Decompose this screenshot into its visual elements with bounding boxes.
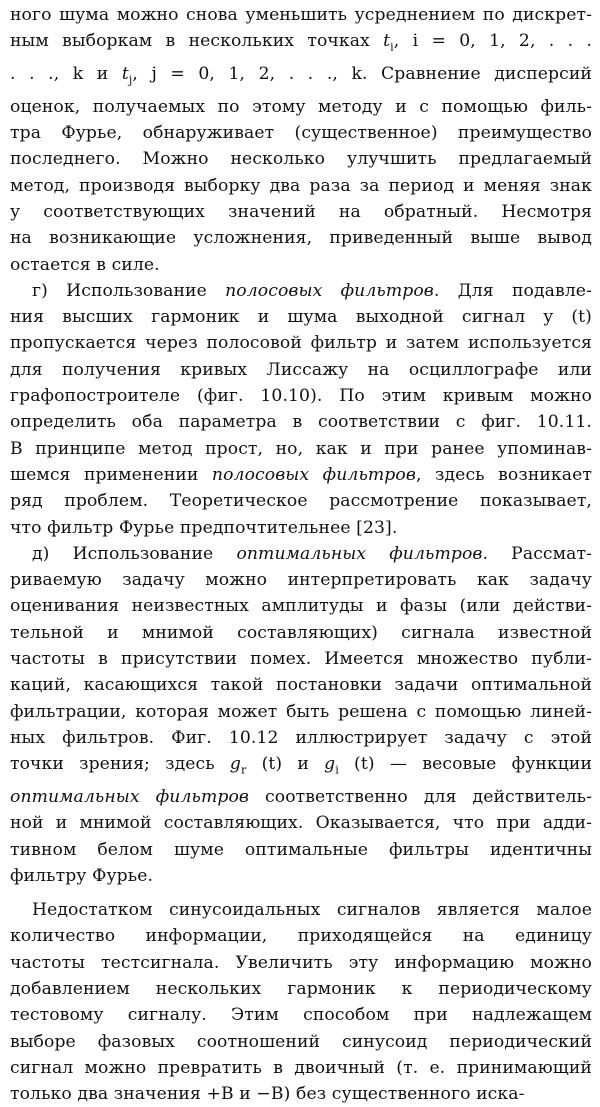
text-line: оценок, получаемых по этому методу и с помощью филь- xyxy=(10,96,592,117)
text-line: тельной и мнимой составляющих) сигнала известной xyxy=(10,622,592,643)
text-line: частоты в присутствии помех. Имеется множество публи- xyxy=(10,649,592,669)
text-line: фильтру Фурье. xyxy=(10,865,154,886)
text-line: ния высших гармоник и шума выходной сигнал y (t) xyxy=(10,307,592,328)
text-line: шемся применении полосовых фильтров, здесь возникает xyxy=(10,464,592,485)
text-line: определить оба параметра в соответствии с фиг. 10.11. xyxy=(10,412,592,433)
text-line: г) Использование полосовых фильтров. Для подавле- xyxy=(32,280,592,301)
text-line: частоты тестсигнала. Увеличить эту информацию можно xyxy=(10,952,592,973)
text-line: графопостроителе (фиг. 10.10). По этим кривым можно xyxy=(10,386,592,407)
text-line: для получения кривых Лиссажу на осциллографе или xyxy=(10,359,592,380)
text-line: . . ., k и $t_j$, j = 0, 1, 2, . . ., k. Сравнение дисперсий xyxy=(10,64,592,87)
text-line: фильтрации, которая может быть решена с помощью линей- xyxy=(10,701,592,722)
paragraph-p4 xyxy=(10,897,592,1107)
text-line: оценивания неизвестных амплитуды и фазы (или действи- xyxy=(10,596,592,617)
text-line: тивном белом шуме оптимальные фильтры идентичны xyxy=(10,839,592,860)
paragraph-p3 xyxy=(10,541,592,889)
text-line: количество информации, приходящейся на единицу xyxy=(10,926,592,947)
text-line: на возникающие усложнения, приведенный выше вывод xyxy=(10,228,592,249)
text-line: тра Фурье, обнаруживает (существенное) преимущество xyxy=(10,123,592,144)
text-line: выборе фазовых соотношений синусоид периодический xyxy=(10,1031,592,1052)
text-line: точки зрения; здесь $g_r$ (t) и $g_i$ (t) — весовые функции xyxy=(10,754,592,777)
text-line: каций, касающихся такой постановки задачи оптимальной xyxy=(10,675,592,696)
text-line: метод, производя выборку два раза за период и меняя знак xyxy=(10,175,592,196)
text-line: Недостатком синусоидальных сигналов является малое xyxy=(32,900,592,921)
text-line: у соответствующих значений на обратный. Несмотря xyxy=(10,201,592,222)
text-line: пропускается через полосовой фильтр и затем используется xyxy=(10,333,592,354)
text-line: оптимальных фильтров соответственно для действитель- xyxy=(10,786,592,807)
text-line: ных фильтров. Фиг. 10.12 иллюстрирует задачу с этой xyxy=(10,727,592,748)
text-line: ной и мнимой составляющих. Оказывается, что при адди- xyxy=(10,813,592,834)
text-line: что фильтр Фурье предпочтительнее [23]. xyxy=(10,517,398,538)
text-line: ным выборкам в нескольких точках $t_i$, i = 0, 1, 2, . . . xyxy=(10,31,592,54)
paragraph-p2 xyxy=(10,278,592,541)
text-line: д) Использование оптимальных фильтров. Рассмат- xyxy=(32,543,592,564)
paragraph-p1 xyxy=(10,2,592,278)
text-line: остается в силе. xyxy=(10,254,160,275)
paragraph-gap xyxy=(10,889,592,897)
text-line: только два значения +B и −B) без существенного иска- xyxy=(10,1084,525,1105)
text-line: В принципе метод прост, но, как и при ранее упоминав- xyxy=(10,438,592,459)
document-body xyxy=(10,2,592,1107)
text-line: ного шума можно снова уменьшить усреднением по дискрет- xyxy=(10,5,592,25)
text-line: сигнал можно превратить в двоичный (т. е. принимающий xyxy=(10,1057,592,1078)
text-line: ряд проблем. Теоретическое рассмотрение показывает, xyxy=(10,491,592,512)
text-line: добавлением нескольких гармоник к периодическому xyxy=(10,979,592,999)
text-line: тестовому сигналу. Этим способом при надлежащем xyxy=(10,1005,592,1026)
text-line: риваемую задачу можно интерпретировать как задачу xyxy=(10,570,592,591)
text-line: последнего. Можно несколько улучшить предлагаемый xyxy=(10,149,592,170)
